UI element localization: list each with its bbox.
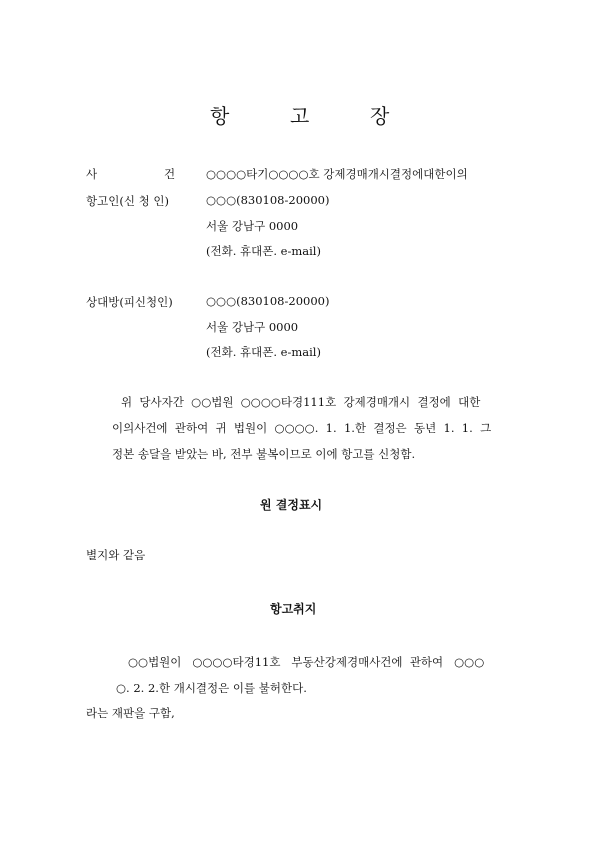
original-decision-text: 별지와 같음 <box>86 548 146 562</box>
appeal-purpose-line-3: 라는 재판을 구함, <box>86 706 175 720</box>
appeal-purpose-line-2: ○. 2. 2.한 개시결정은 이를 불허한다. <box>116 681 307 695</box>
appellant-label: 항고인(신 청 인) <box>86 194 169 208</box>
appellant-name-id: ○○○(830108-20000) <box>206 193 330 207</box>
respondent-address: 서울 강남구 0000 <box>206 320 299 334</box>
title-char-1: 항 <box>210 104 230 128</box>
appellant-contact: (전화. 휴대폰. e-mail) <box>206 244 321 258</box>
respondent-label: 상대방(피신청인) <box>86 295 173 309</box>
respondent-name-id: ○○○(830108-20000) <box>206 294 330 308</box>
body-line-1: 위 당사자간 ○○법원 ○○○○타경111호 강제경매개시 결정에 대한 <box>121 395 481 409</box>
appellant-address: 서울 강남구 0000 <box>206 219 299 233</box>
case-label-b: 건 <box>164 167 176 181</box>
case-value: ○○○○타기○○○○호 강제경매개시결정에대한이의 <box>206 167 468 181</box>
body-line-3: 정본 송달을 받았는 바, 전부 불복이므로 이에 항고를 신청함. <box>112 447 416 461</box>
body-line-2: 이의사건에 관하여 귀 법원이 ○○○○. 1. 1.한 결정은 동년 1. 1. 그 <box>112 421 492 435</box>
title-char-3: 장 <box>370 104 390 128</box>
appeal-purpose-heading: 항고취지 <box>270 602 317 616</box>
appeal-purpose-line-1: ○○법원이 ○○○○타경11호 부동산강제경매사건에 관하여 ○○○ <box>128 655 485 669</box>
original-decision-heading: 원 결정표시 <box>260 498 323 512</box>
title-char-2: 고 <box>290 104 310 128</box>
respondent-contact: (전화. 휴대폰. e-mail) <box>206 345 321 359</box>
case-label-a: 사 <box>86 167 98 181</box>
